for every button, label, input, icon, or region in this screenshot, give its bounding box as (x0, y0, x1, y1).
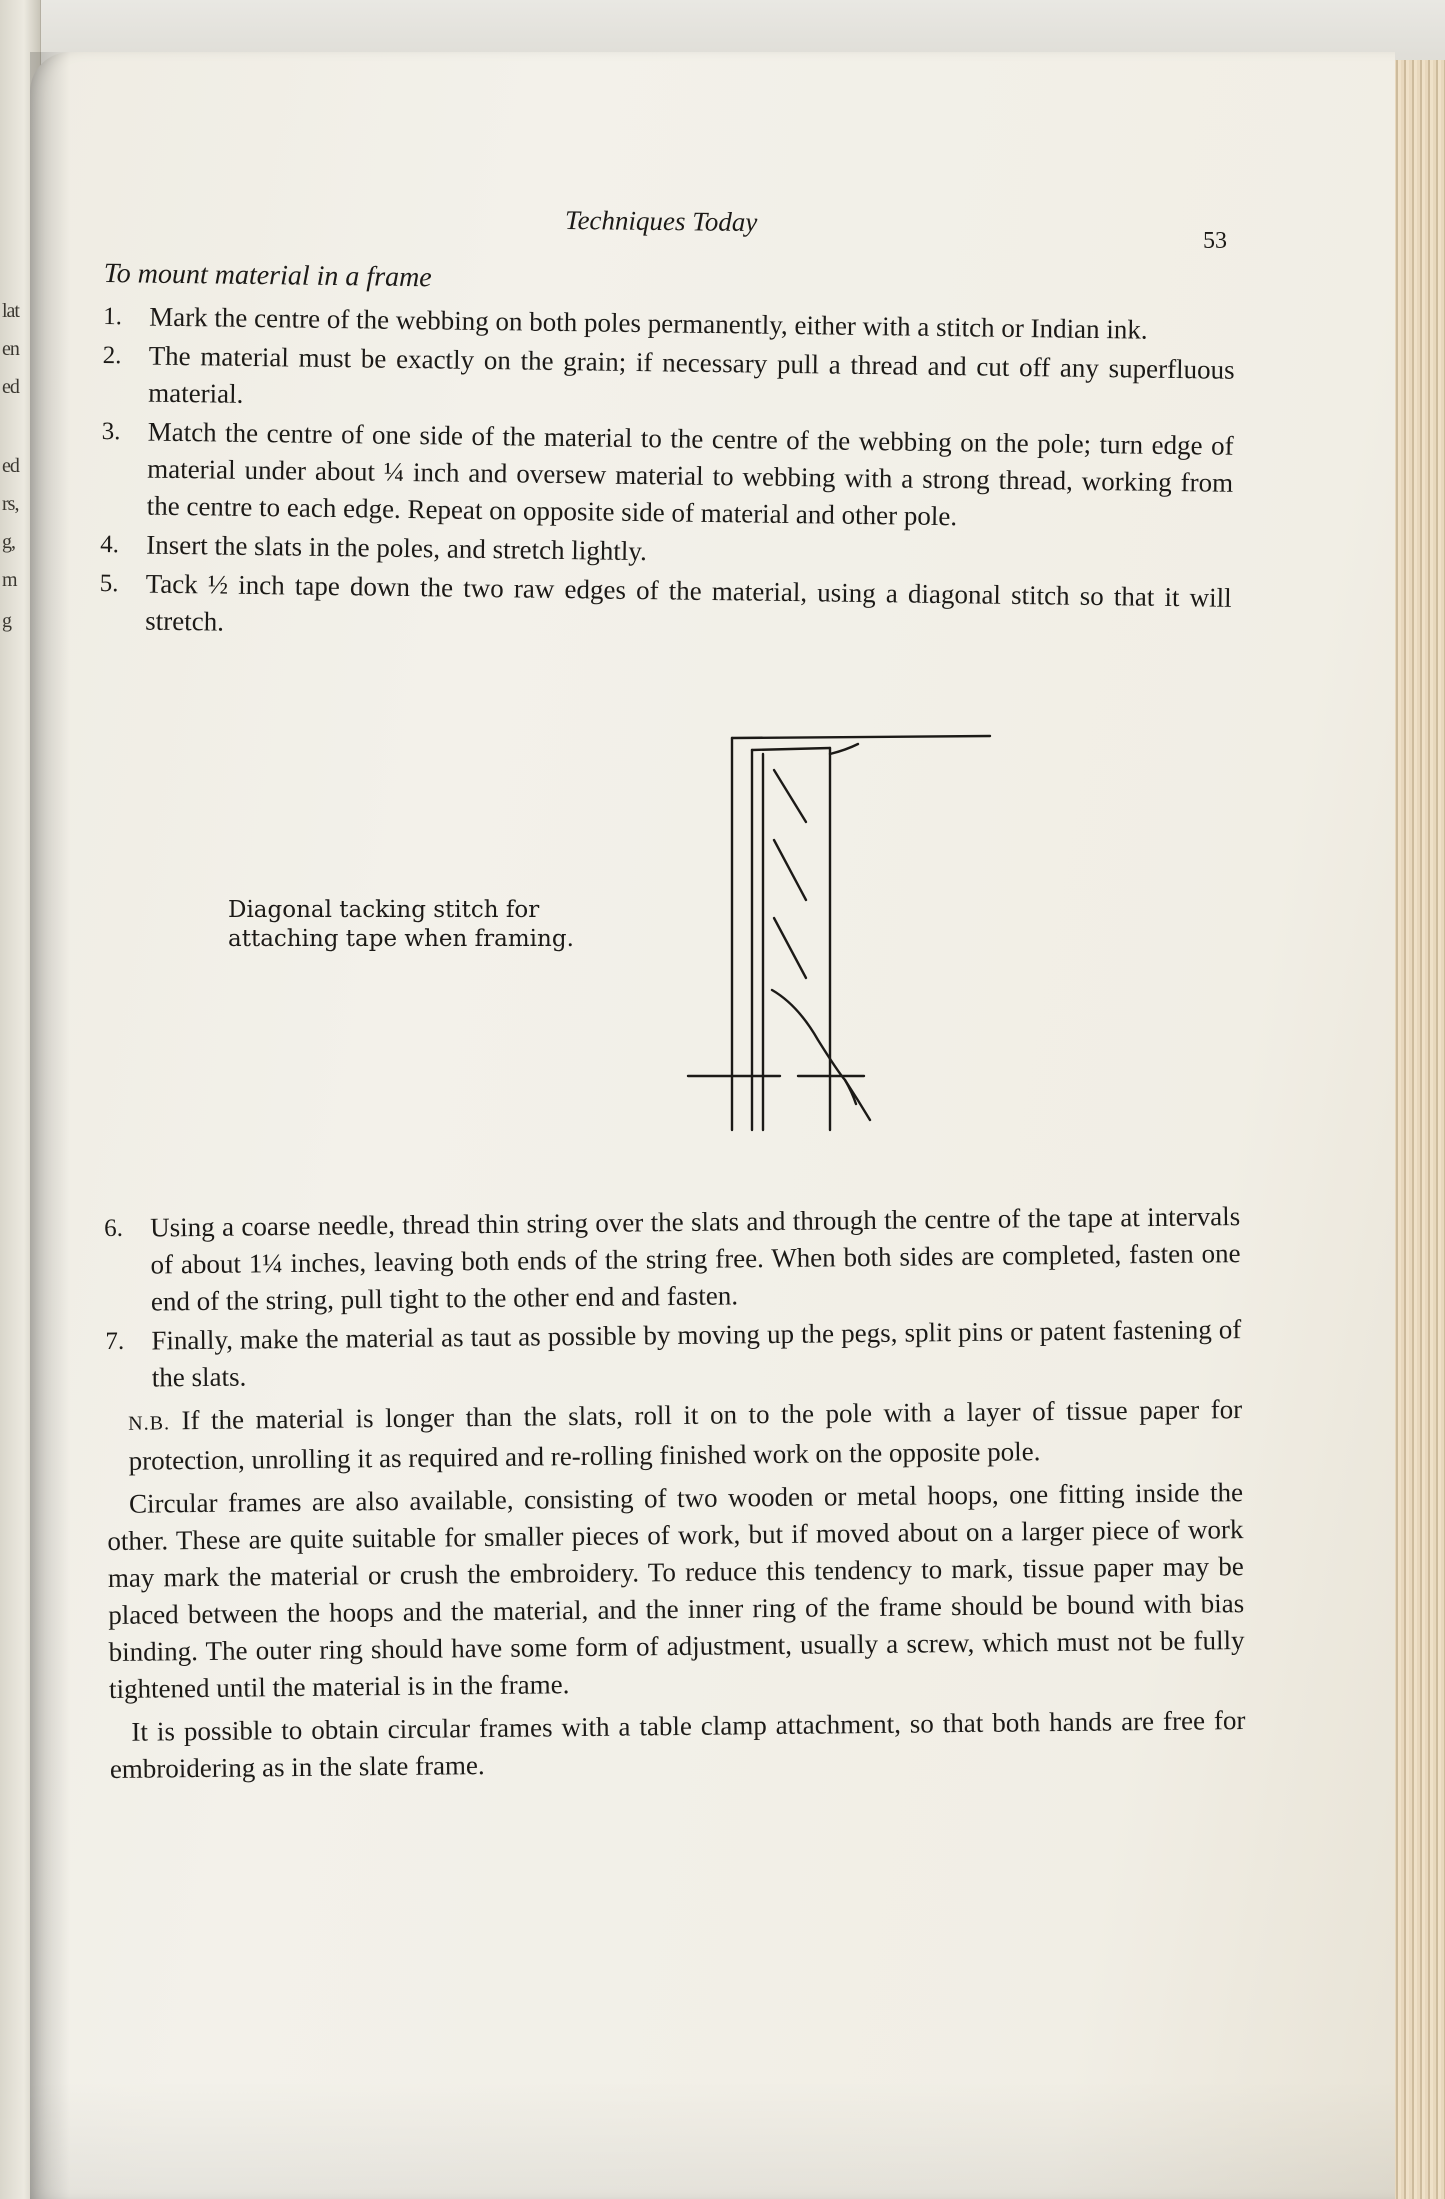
diagonal-stitch (774, 840, 806, 900)
tacking-stitch-diagram (680, 720, 1020, 1140)
list-item (100, 413, 1233, 539)
prev-page-fragment: rs, (2, 493, 19, 515)
note-label: N.B. (128, 1412, 171, 1435)
upper-text-block (99, 255, 1236, 656)
bottom-shade (30, 2080, 1395, 2199)
list-item (105, 1311, 1242, 1397)
prev-page-fragment: lat (2, 300, 19, 322)
note-text: If the material is longer than the slats, roll it on to the pole with a layer of tissue paper for protection, unrolling it as required and re-rolling finished work on the opposite pole. (128, 1394, 1243, 1476)
steps-list-continued (104, 1198, 1242, 1397)
prev-page-fragment: g, (2, 531, 15, 553)
prev-page-fragment: en (2, 338, 19, 360)
lower-text-block (104, 1198, 1246, 1788)
stitch-loop (830, 744, 858, 754)
step-number: 7. (105, 1327, 125, 1355)
prev-page-fragment: ed (2, 376, 19, 398)
section-heading: To mount material in a frame (103, 257, 432, 294)
step-text: Insert the slats in the poles, and stretch lightly. (146, 529, 648, 567)
note-paragraph (106, 1391, 1243, 1480)
running-head: Techniques Today (564, 204, 758, 238)
needle-tip (845, 1080, 856, 1104)
body-paragraph: Circular frames are also available, consisting of two wooden or metal hoops, one fitting inside the other. These are quite suitable for smaller pieces of work, but if moved about on a larger piece of work may mark the material or crush the embroidery. To reduce this tendency to mark, tissue paper may be placed between the hoops and the material, and the inner ring of the frame should be bound with bias binding. The outer ring should have some form of adjustment, usually a screw, which must not be fully tightened until the material is in the frame. (107, 1477, 1245, 1704)
list-item (104, 1198, 1241, 1321)
step-text: Mark the centre of the webbing on both poles permanently, either with a stitch or Indian ink. (149, 301, 1148, 345)
prev-page-fragment: ed (2, 455, 19, 477)
step-text: Match the centre of one side of the material to the centre of the webbing on the pole; turn edge of material under about ¼ inch and oversew material to webbing with a strong thread, working from the centre to each edge. Repeat on opposite side of material and other pole. (146, 416, 1234, 532)
step-number: 2. (102, 341, 122, 370)
step-text: The material must be exactly on the grain; if necessary pull a thread and cut off any superfluous material. (148, 340, 1235, 409)
step-number: 3. (101, 417, 121, 446)
step-text: Finally, make the material as taut as possible by moving up the pegs, split pins or patent fastening of the slats. (151, 1314, 1242, 1393)
diagonal-stitch (774, 918, 806, 978)
list-item (102, 337, 1235, 426)
prev-page-fragment: m (2, 569, 17, 591)
page-number: 53 (1203, 228, 1227, 254)
step-text: Using a coarse needle, thread thin string over the slats and through the centre of the tape at intervals of about 1¼ inches, leaving both ends of the string free. When both sides are completed, fasten one end of the string, pull tight to the other end and fasten. (150, 1201, 1241, 1317)
prev-page-fragment: g (2, 610, 11, 632)
body-paragraph: It is possible to obtain circular frames with a table clamp attachment, so that both hands are free for embroidering as in the slate frame. (109, 1705, 1246, 1784)
step-number: 6. (104, 1214, 124, 1242)
figure-caption: Diagonal tacking stitch for attaching tape when framing. (228, 897, 574, 952)
list-item (99, 565, 1232, 654)
step-number: 4. (100, 530, 120, 559)
frame-top-edge (732, 736, 990, 738)
step-number: 5. (99, 569, 119, 598)
diagonal-stitch (774, 770, 806, 822)
tape-top (752, 748, 830, 750)
gutter-shadow (30, 52, 70, 2199)
step-text: Tack ½ inch tape down the two raw edges of the material, using a diagonal stitch so that it will stretch. (145, 568, 1232, 637)
steps-list (99, 298, 1235, 654)
step-number: 1. (103, 302, 123, 331)
